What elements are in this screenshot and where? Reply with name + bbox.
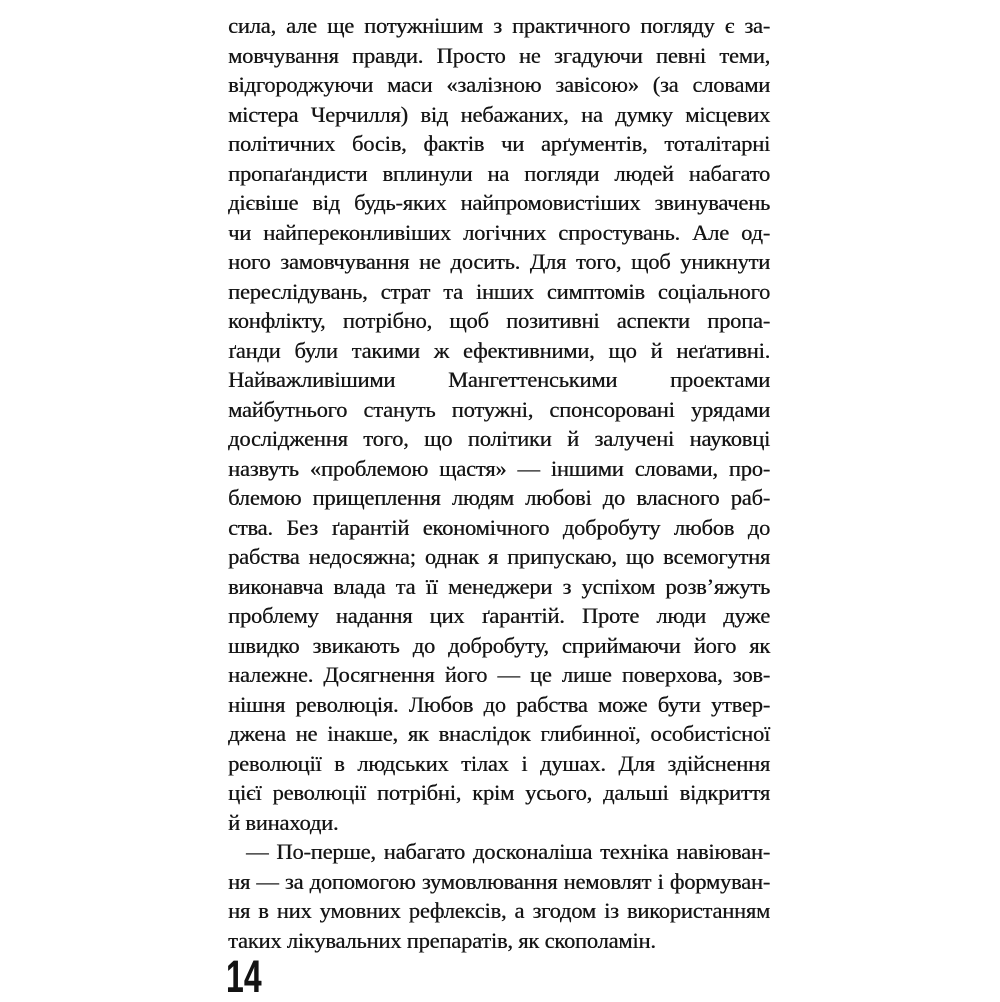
text-line: відгороджуючи маси «залізною завісою» (за словами [228, 72, 770, 97]
text-line: нішня революція. Любов до рабства може бути утвер- [228, 691, 770, 717]
body-text [228, 11, 770, 955]
text-line: ного замовчування не досить. Для того, щоб уникнути [228, 249, 770, 274]
text-line: містера Черчилля) від небажаних, на думку місцевих [228, 101, 770, 127]
text-line: ства. Без ґарантій економічного добробуту любов до [228, 514, 770, 540]
text-line: майбутнього стануть потужні, спонсоровані урядами [228, 396, 770, 422]
text-line: блемою прищеплення людям любові до власного раб- [228, 485, 770, 510]
text-line: дієвіше від будь-яких найпромовистіших звинувачень [228, 190, 770, 215]
text-line: й винаходи. [228, 809, 339, 835]
text-line: проблему надання цих ґарантій. Проте люди дуже [228, 603, 770, 628]
text-line: рабства недосяжна; однак я припускаю, що всемогутня [228, 544, 770, 569]
text-line: ня — за допомогою зумовлювання немовлят і формуван- [228, 868, 770, 894]
text-line: переслідувань, страт та інших симптомів соціального [228, 278, 770, 304]
text-line: джена не інакше, як внаслідок глибинної, особистісної [228, 721, 770, 746]
text-line: виконавча влада та її менеджери з успіхом розв’яжуть [228, 573, 770, 599]
text-line: пропаґандисти вплинули на погляди людей набагато [228, 160, 770, 186]
text-line: ня в них умовних рефлексів, а згодом із використанням [228, 898, 770, 923]
text-line: чи найпереконливіших логічних спростувань. Але од- [228, 219, 770, 245]
page-number: 14 [226, 951, 262, 1002]
text-line: назвуть «проблемою щастя» — іншими словами, про- [228, 455, 770, 481]
text-line: сила, але ще потужнішим з практичного погляду є за- [228, 13, 770, 38]
text-line: цієї революції потрібні, крім усього, дальші відкриття [228, 780, 770, 805]
text-line: — По-перше, набагато досконаліша техніка навіюван- [246, 839, 770, 864]
text-line: дослідження того, що політики й залучені науковці [228, 426, 770, 451]
text-line: Найважливішими Мангеттенськими проектами [228, 367, 770, 392]
text-line: конфлікту, потрібно, щоб позитивні аспекти пропа- [228, 308, 770, 333]
text-line: революції в людських тілах і душах. Для здійснення [228, 750, 770, 776]
text-line: ґанди були такими ж ефективними, що й неґативні. [228, 337, 770, 363]
text-line: політичних босів, фактів чи арґументів, тоталітарні [228, 131, 770, 156]
text-line: швидко звикають до добробуту, сприймаючи його як [228, 632, 770, 658]
text-line: таких лікувальних препаратів, як скополамін. [228, 927, 656, 953]
text-line: мовчування правди. Просто не згадуючи певні теми, [228, 42, 770, 68]
text-line: належне. Досягнення його — це лише поверхова, зов- [228, 662, 770, 687]
